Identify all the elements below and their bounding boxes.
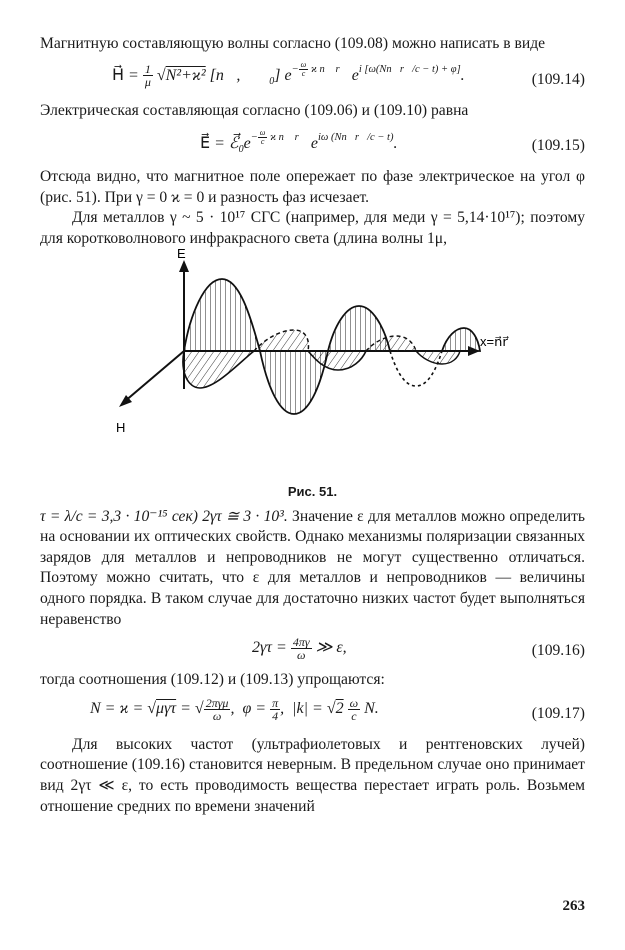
- paragraph-intro: Магнитную составляющую волны согласно (109.08) можно написать в виде: [40, 35, 546, 52]
- equation-109-14: [40, 55, 585, 101]
- equation-109-14-number: (109.14): [531, 70, 585, 88]
- equation-109-16-formula: 2γτ = $\frac{4\pi\gamma}{\omega}$ ≫ ε,: [252, 635, 347, 663]
- figure-51: [40, 245, 585, 484]
- h-wave-lobe-2: [254, 330, 308, 351]
- h-axis: [124, 351, 184, 402]
- e-wave-lobe-1: [184, 279, 260, 351]
- paragraph-metals-cont: [40, 507, 585, 631]
- axis-h-label: H: [116, 419, 126, 435]
- h-wave-lobe-1: [183, 351, 254, 388]
- figure-caption: Рис. 51.: [287, 483, 338, 499]
- wave-diagram: [40, 245, 585, 484]
- paragraph-high-freq: Для высоких частот (ультрафиолетовых и рентгеновских лучей) соотношение (109.16) становится неверным. В предельном случае оно принимает вид 2γτ ≪ ε, то есть проводимость вещества перестает играть роль. Возьмем отношение средних по времени значений: [40, 735, 585, 815]
- page-body: [40, 34, 585, 817]
- equation-109-17: [40, 691, 585, 735]
- e-axis-arrow-icon: [179, 260, 189, 272]
- page-number: 263: [562, 898, 585, 914]
- equation-109-17-number: (109.17): [531, 704, 585, 722]
- h-wave-lobe-5: [416, 351, 460, 364]
- axis-e-label: E: [177, 245, 186, 261]
- equation-109-15-number: (109.15): [531, 137, 585, 155]
- axis-x-label: x=n⃗r⃗: [480, 333, 508, 349]
- equation-109-16-number: (109.16): [531, 642, 585, 660]
- equation-109-15: [40, 121, 585, 167]
- paragraph-simplify: тогда соотношения (109.12) и (109.13) упрощаются:: [40, 671, 385, 689]
- equation-109-16: [40, 630, 585, 670]
- equation-109-17-formula: N = ϰ = √μγτ = √ $\frac{\text{2πγμ}}{\omega}$ , φ = $\frac{\pi}{4}$ , |k| = √2 $\frac{\omega}{c}$ N.: [90, 695, 379, 723]
- paragraph-electric: Электрическая составляющая согласно (109.06) и (109.10) равна: [40, 101, 469, 119]
- tau-formula: τ = λ/c = 3,3 · 10⁻¹⁵ сек) 2γτ ≅ 3 · 10³.: [40, 507, 288, 525]
- paragraph-metals: Для металлов γ ~ 5 · 10¹⁷ СГС (например, для меди γ = 5,14·10¹⁷); поэтому для коротковолнового инфракрасного света (длина волны 1μ,: [40, 209, 585, 247]
- e-wave-lobe-5: [442, 328, 480, 351]
- paragraph-phase: Отсюда видно, что магнитное поле опережает по фазе электрическое на угол φ (рис. 51). При γ = 0 ϰ = 0 и разность фаз исчезает.: [40, 168, 585, 206]
- equation-109-15-formula: E⃗ = $ℰ⃗_0e^{- \frac{\omega}{c} ϰ n⃗ r⃗}$ $e^{i\omega (Nn⃗r⃗/c - t)}$.: [200, 128, 398, 156]
- equation-109-14-formula: H⃗ = $\frac{1}{\mu}$ √N²+ϰ² [n⃗, $ℰ⃗_0$] $e^{- \frac{\omega}{c} ϰ n⃗ r⃗}$ $e^{i [\omega(Nn⃗r⃗/c - t) + \varphi]}$.: [112, 59, 465, 90]
- paragraph-metals-cont-text: Значение ε для металлов можно определить на основании их оптических свойств. Однако механизмы поляризации связанных зарядов для металлов и непроводников не могут существенно отличаться. Поэтому можно считать, что ε для металлов и непроводников — величины одного порядка. В таком случае для достаточно низких частот будет выполняться неравенство: [40, 507, 585, 628]
